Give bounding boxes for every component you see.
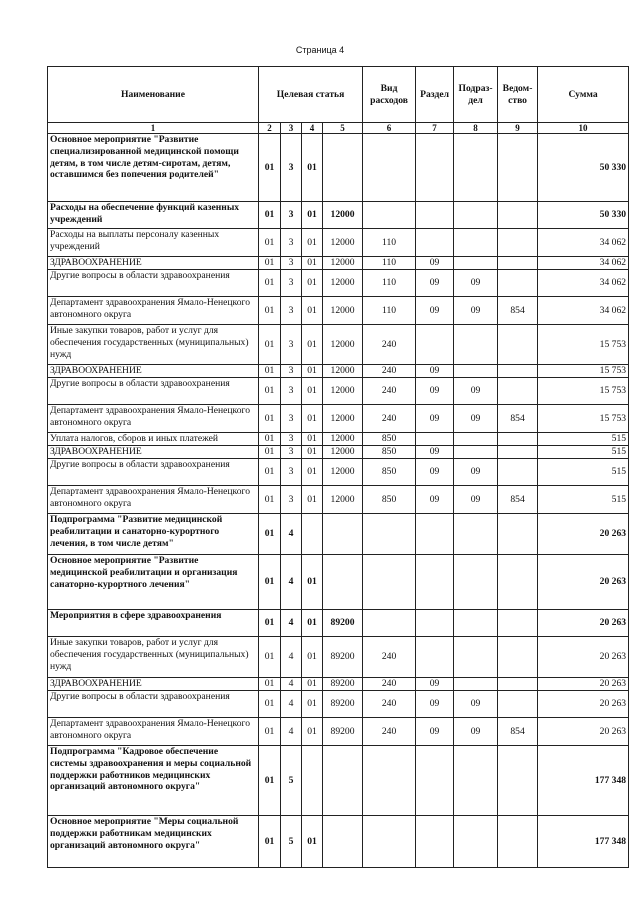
row-name: Другие вопросы в области здравоохранения: [48, 270, 259, 297]
row-expense-type: [363, 555, 416, 610]
table-row: [48, 378, 629, 405]
row-program: 01: [259, 325, 281, 365]
header-name: Наименование: [48, 67, 259, 123]
col-number: 4: [302, 123, 323, 134]
table-row: [48, 816, 629, 868]
row-direction: 12000: [323, 405, 363, 433]
row-department: [498, 378, 538, 405]
row-main-activity: 01: [302, 816, 323, 868]
row-section: [416, 433, 454, 446]
col-number: 6: [363, 123, 416, 134]
row-department: [498, 691, 538, 718]
row-section: [416, 229, 454, 257]
row-subprogram: 3: [281, 202, 302, 229]
row-subprogram: 3: [281, 405, 302, 433]
header-vid: [363, 67, 416, 123]
row-subprogram: 3: [281, 297, 302, 325]
row-subprogram: 3: [281, 325, 302, 365]
row-name: Иные закупки товаров, работ и услуг для обеспечения государственных (муниципальных) нужд: [48, 325, 259, 365]
row-subsection: [454, 746, 498, 816]
row-main-activity: 01: [302, 446, 323, 459]
row-main-activity: 01: [302, 433, 323, 446]
row-main-activity: 01: [302, 718, 323, 746]
row-subprogram: 4: [281, 678, 302, 691]
table-row: [48, 514, 629, 555]
row-section: 09: [416, 678, 454, 691]
row-department: [498, 637, 538, 678]
row-subsection: 09: [454, 297, 498, 325]
row-program: 01: [259, 202, 281, 229]
row-name: Основное мероприятие "Развитие специализированной медицинской помощи детям, в том числе детям-сиротам, детям, оставшимся без попечения родителей": [48, 134, 259, 202]
row-subprogram: 3: [281, 378, 302, 405]
row-department: [498, 555, 538, 610]
row-expense-type: 240: [363, 365, 416, 378]
table-row: [48, 297, 629, 325]
row-main-activity: 01: [302, 405, 323, 433]
row-direction: [323, 134, 363, 202]
row-subsection: 09: [454, 459, 498, 486]
row-subprogram: 3: [281, 134, 302, 202]
row-sum: 15 753: [538, 378, 629, 405]
row-expense-type: 240: [363, 691, 416, 718]
row-name: ЗДРАВООХРАНЕНИЕ: [48, 365, 259, 378]
row-subsection: [454, 514, 498, 555]
row-program: 01: [259, 718, 281, 746]
row-subsection: [454, 202, 498, 229]
row-subsection: [454, 365, 498, 378]
row-section: [416, 134, 454, 202]
table-row: [48, 718, 629, 746]
table-row: [48, 365, 629, 378]
row-subprogram: 5: [281, 746, 302, 816]
row-section: 09: [416, 459, 454, 486]
row-expense-type: [363, 816, 416, 868]
table-row: [48, 459, 629, 486]
row-section: 09: [416, 297, 454, 325]
row-sum: 34 062: [538, 257, 629, 270]
table-row: [48, 134, 629, 202]
row-section: [416, 325, 454, 365]
row-subsection: 09: [454, 270, 498, 297]
row-sum: 20 263: [538, 555, 629, 610]
row-subprogram: 4: [281, 718, 302, 746]
row-sum: 20 263: [538, 691, 629, 718]
row-program: 01: [259, 746, 281, 816]
row-name: Уплата налогов, сборов и иных платежей: [48, 433, 259, 446]
row-sum: 34 062: [538, 229, 629, 257]
row-sum: 15 753: [538, 365, 629, 378]
row-subprogram: 3: [281, 459, 302, 486]
col-number: 3: [281, 123, 302, 134]
row-subprogram: 4: [281, 637, 302, 678]
row-subsection: 09: [454, 378, 498, 405]
row-sum: 15 753: [538, 405, 629, 433]
row-subprogram: 4: [281, 610, 302, 637]
row-sum: 20 263: [538, 610, 629, 637]
row-department: 854: [498, 718, 538, 746]
row-name: Мероприятия в сфере здравоохранения: [48, 610, 259, 637]
row-expense-type: 240: [363, 678, 416, 691]
row-section: [416, 514, 454, 555]
col-number: 10: [538, 123, 629, 134]
col-number: 8: [454, 123, 498, 134]
row-program: 01: [259, 514, 281, 555]
row-main-activity: 01: [302, 257, 323, 270]
row-name: Другие вопросы в области здравоохранения: [48, 459, 259, 486]
row-expense-type: 110: [363, 229, 416, 257]
row-name: Другие вопросы в области здравоохранения: [48, 691, 259, 718]
header-target: Целевая статья: [259, 67, 363, 123]
row-section: 09: [416, 691, 454, 718]
header-sum: Сумма: [538, 67, 629, 123]
table-row: [48, 270, 629, 297]
row-subprogram: 4: [281, 555, 302, 610]
row-direction: [323, 514, 363, 555]
row-name: Департамент здравоохранения Ямало-Ненецкого автономного округа: [48, 297, 259, 325]
row-sum: 20 263: [538, 678, 629, 691]
row-direction: 12000: [323, 229, 363, 257]
row-program: 01: [259, 555, 281, 610]
row-subprogram: 3: [281, 433, 302, 446]
row-name: Подпрограмма "Кадровое обеспечение системы здравоохранения и меры социальной поддержки работников медицинских организаций автономного округа": [48, 746, 259, 816]
row-sum: 34 062: [538, 270, 629, 297]
row-main-activity: 01: [302, 202, 323, 229]
row-subsection: [454, 678, 498, 691]
table-row: [48, 691, 629, 718]
row-expense-type: 240: [363, 718, 416, 746]
row-direction: [323, 555, 363, 610]
header-podrazdel-l2: дел: [468, 94, 483, 106]
row-subprogram: 4: [281, 691, 302, 718]
row-department: 854: [498, 405, 538, 433]
row-direction: 12000: [323, 378, 363, 405]
row-program: 01: [259, 637, 281, 678]
row-department: [498, 678, 538, 691]
row-section: 09: [416, 257, 454, 270]
row-main-activity: 01: [302, 486, 323, 514]
row-program: 01: [259, 433, 281, 446]
row-sum: 515: [538, 433, 629, 446]
row-main-activity: 01: [302, 365, 323, 378]
row-name: Иные закупки товаров, работ и услуг для обеспечения государственных (муниципальных) нужд: [48, 637, 259, 678]
row-main-activity: [302, 746, 323, 816]
row-name: Департамент здравоохранения Ямало-Ненецкого автономного округа: [48, 718, 259, 746]
row-subsection: [454, 257, 498, 270]
row-direction: [323, 746, 363, 816]
row-direction: 89200: [323, 678, 363, 691]
row-section: 09: [416, 378, 454, 405]
row-department: [498, 446, 538, 459]
row-department: [498, 270, 538, 297]
row-section: [416, 202, 454, 229]
row-program: 01: [259, 134, 281, 202]
row-direction: [323, 816, 363, 868]
row-expense-type: 850: [363, 433, 416, 446]
row-program: 01: [259, 816, 281, 868]
row-expense-type: 110: [363, 257, 416, 270]
row-department: [498, 433, 538, 446]
row-section: [416, 610, 454, 637]
row-name: Основное мероприятие "Развитие медицинской реабилитации и организация санаторно-курортного лечения": [48, 555, 259, 610]
row-direction: 89200: [323, 691, 363, 718]
row-program: 01: [259, 691, 281, 718]
row-subsection: [454, 555, 498, 610]
row-department: [498, 202, 538, 229]
header-ved-l2: ство: [508, 94, 527, 106]
table-row: [48, 446, 629, 459]
row-sum: 177 348: [538, 746, 629, 816]
row-subsection: 09: [454, 691, 498, 718]
row-sum: 515: [538, 446, 629, 459]
row-program: 01: [259, 257, 281, 270]
row-direction: 89200: [323, 718, 363, 746]
row-expense-type: [363, 134, 416, 202]
budget-table: [47, 66, 629, 868]
row-subsection: [454, 229, 498, 257]
row-subprogram: 4: [281, 514, 302, 555]
table-row: [48, 405, 629, 433]
col-number: 5: [323, 123, 363, 134]
row-main-activity: 01: [302, 691, 323, 718]
row-direction: 89200: [323, 610, 363, 637]
row-main-activity: 01: [302, 270, 323, 297]
column-number-row: [48, 123, 629, 134]
row-program: 01: [259, 270, 281, 297]
row-subprogram: 3: [281, 229, 302, 257]
row-sum: 20 263: [538, 637, 629, 678]
table-row: [48, 746, 629, 816]
table-row: [48, 486, 629, 514]
row-name: Департамент здравоохранения Ямало-Ненецкого автономного округа: [48, 405, 259, 433]
row-main-activity: 01: [302, 297, 323, 325]
row-expense-type: 240: [363, 405, 416, 433]
table-row: [48, 610, 629, 637]
row-subprogram: 3: [281, 486, 302, 514]
row-expense-type: [363, 514, 416, 555]
row-subsection: [454, 433, 498, 446]
table-body: [48, 134, 629, 868]
col-number: 1: [48, 123, 259, 134]
row-main-activity: [302, 514, 323, 555]
row-main-activity: 01: [302, 610, 323, 637]
row-direction: 12000: [323, 459, 363, 486]
row-expense-type: 850: [363, 459, 416, 486]
row-department: [498, 134, 538, 202]
row-department: [498, 365, 538, 378]
row-program: 01: [259, 405, 281, 433]
row-subsection: [454, 134, 498, 202]
row-subsection: 09: [454, 486, 498, 514]
row-subsection: [454, 325, 498, 365]
row-department: 854: [498, 486, 538, 514]
header-vid-l1: Вид: [380, 82, 398, 94]
table-row: [48, 202, 629, 229]
row-direction: 12000: [323, 433, 363, 446]
row-expense-type: [363, 746, 416, 816]
row-expense-type: 110: [363, 297, 416, 325]
row-subprogram: 3: [281, 365, 302, 378]
row-department: [498, 816, 538, 868]
row-direction: 12000: [323, 270, 363, 297]
row-expense-type: 240: [363, 637, 416, 678]
col-number: 9: [498, 123, 538, 134]
row-name: Другие вопросы в области здравоохранения: [48, 378, 259, 405]
row-expense-type: 240: [363, 325, 416, 365]
row-department: 854: [498, 297, 538, 325]
row-name: Основное мероприятие "Меры социальной поддержки работникам медицинских организаций автономного округа": [48, 816, 259, 868]
header-vid-l2: расходов: [370, 94, 408, 106]
row-subsection: [454, 610, 498, 637]
row-sum: 15 753: [538, 325, 629, 365]
row-direction: 12000: [323, 297, 363, 325]
row-section: 09: [416, 405, 454, 433]
row-main-activity: 01: [302, 459, 323, 486]
row-sum: 50 330: [538, 134, 629, 202]
row-department: [498, 257, 538, 270]
row-expense-type: 110: [363, 270, 416, 297]
row-name: Департамент здравоохранения Ямало-Ненецкого автономного округа: [48, 486, 259, 514]
row-section: [416, 816, 454, 868]
row-program: 01: [259, 297, 281, 325]
table-row: [48, 325, 629, 365]
row-expense-type: 850: [363, 446, 416, 459]
table-row: [48, 555, 629, 610]
row-subsection: 09: [454, 405, 498, 433]
row-expense-type: [363, 610, 416, 637]
row-subprogram: 3: [281, 446, 302, 459]
row-expense-type: 850: [363, 486, 416, 514]
row-main-activity: 01: [302, 555, 323, 610]
row-main-activity: 01: [302, 637, 323, 678]
row-program: 01: [259, 378, 281, 405]
row-section: 09: [416, 270, 454, 297]
row-program: 01: [259, 365, 281, 378]
header-ved-l1: Ведом-: [502, 82, 533, 94]
row-name: ЗДРАВООХРАНЕНИЕ: [48, 257, 259, 270]
row-program: 01: [259, 229, 281, 257]
row-sum: 20 263: [538, 718, 629, 746]
row-direction: 12000: [323, 325, 363, 365]
row-main-activity: 01: [302, 229, 323, 257]
row-department: [498, 325, 538, 365]
row-main-activity: 01: [302, 678, 323, 691]
table-row: [48, 229, 629, 257]
row-sum: 50 330: [538, 202, 629, 229]
header-razdel: Раздел: [416, 67, 454, 123]
row-subprogram: 3: [281, 257, 302, 270]
row-name: Расходы на обеспечение функций казенных учреждений: [48, 202, 259, 229]
row-sum: 515: [538, 486, 629, 514]
row-program: 01: [259, 486, 281, 514]
col-number: 7: [416, 123, 454, 134]
row-direction: 12000: [323, 446, 363, 459]
row-sum: 177 348: [538, 816, 629, 868]
row-sum: 515: [538, 459, 629, 486]
row-expense-type: 240: [363, 378, 416, 405]
table-row: [48, 433, 629, 446]
row-sum: 34 062: [538, 297, 629, 325]
col-number: 2: [259, 123, 281, 134]
row-program: 01: [259, 459, 281, 486]
row-subsection: [454, 446, 498, 459]
row-department: [498, 514, 538, 555]
row-name: Расходы на выплаты персоналу казенных учреждений: [48, 229, 259, 257]
row-subprogram: 5: [281, 816, 302, 868]
row-direction: 12000: [323, 365, 363, 378]
page-label: Страница 4: [295, 45, 345, 55]
row-department: [498, 229, 538, 257]
row-section: [416, 746, 454, 816]
row-section: 09: [416, 446, 454, 459]
row-subprogram: 3: [281, 270, 302, 297]
row-direction: 12000: [323, 202, 363, 229]
row-section: [416, 555, 454, 610]
header-podrazdel: [454, 67, 498, 123]
row-section: [416, 637, 454, 678]
header-row: [48, 67, 629, 123]
row-name: ЗДРАВООХРАНЕНИЕ: [48, 678, 259, 691]
header-podrazdel-l1: Подраз-: [458, 82, 493, 94]
row-department: [498, 610, 538, 637]
row-subsection: [454, 637, 498, 678]
row-main-activity: 01: [302, 378, 323, 405]
row-sum: 20 263: [538, 514, 629, 555]
table-row: [48, 257, 629, 270]
row-name: Подпрограмма "Развитие медицинской реабилитации и санаторно-курортного лечения, в том числе детям": [48, 514, 259, 555]
row-main-activity: 01: [302, 325, 323, 365]
row-section: 09: [416, 365, 454, 378]
row-subsection: [454, 816, 498, 868]
row-direction: 89200: [323, 637, 363, 678]
row-main-activity: 01: [302, 134, 323, 202]
row-section: 09: [416, 486, 454, 514]
table-row: [48, 678, 629, 691]
row-section: 09: [416, 718, 454, 746]
header-ved: [498, 67, 538, 123]
row-name: ЗДРАВООХРАНЕНИЕ: [48, 446, 259, 459]
table-row: [48, 637, 629, 678]
row-department: [498, 746, 538, 816]
row-expense-type: [363, 202, 416, 229]
row-direction: 12000: [323, 486, 363, 514]
row-subsection: 09: [454, 718, 498, 746]
row-department: [498, 459, 538, 486]
row-program: 01: [259, 446, 281, 459]
row-direction: 12000: [323, 257, 363, 270]
row-program: 01: [259, 610, 281, 637]
row-program: 01: [259, 678, 281, 691]
